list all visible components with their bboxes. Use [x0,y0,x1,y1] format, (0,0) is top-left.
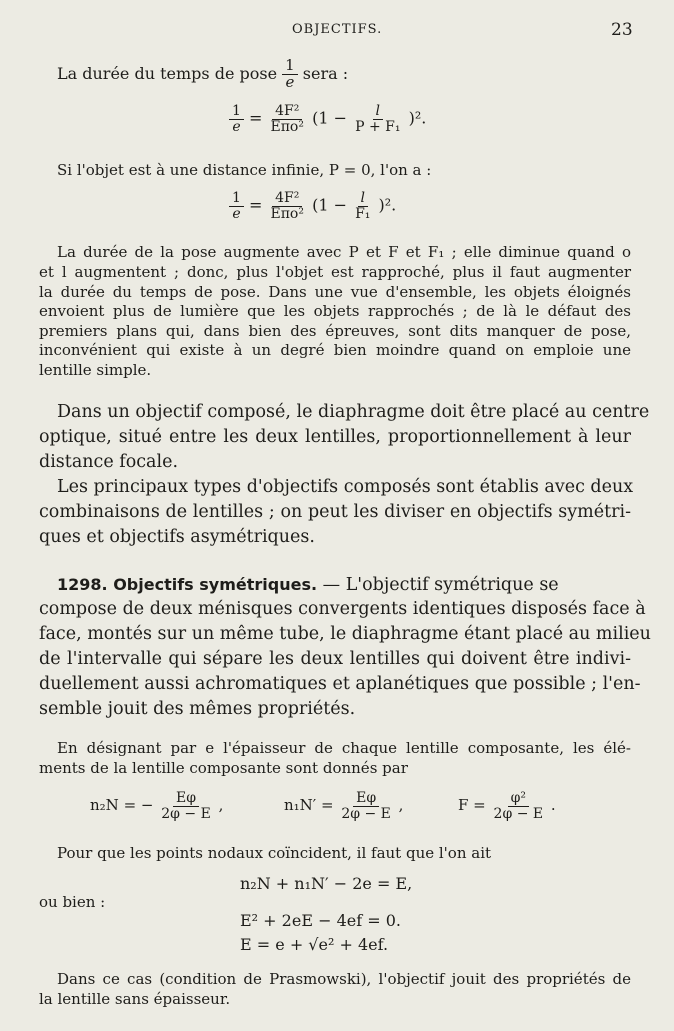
frac-den: Eπo² [270,118,304,135]
text-line: optique, situé entre les deux lentilles, proportionnellement à leur [39,427,631,447]
eq3a-sep: , [218,796,224,815]
text-line: La durée de la pose augmente avec P et F et F₁ ; elle diminue quand o [57,243,631,261]
text-line: distance focale. [39,452,179,472]
eq3c-sep: . [550,796,556,815]
eq3b-lhs: n₁N′ = [284,796,334,815]
eq2-lhs [229,191,244,221]
intro-line [57,58,348,91]
text-line: combinaisons de lentilles ; on peut les diviser en objectifs symétri- [39,502,631,522]
equation-3a [90,791,223,821]
text-ou-bien: ou bien : [39,893,106,911]
section-lead: — L'objectif symétrique se [322,575,559,595]
eq2-paren-close: )². [378,195,397,215]
frac-den: 2φ − E [161,805,211,822]
section-number: 1298. [57,575,108,594]
text-line: duellement aussi achromatiques et aplanétiques que possible ; l'en- [39,674,641,694]
frac-num: Eφ [173,791,199,807]
equation-2 [229,191,396,221]
text-line: Les principaux types d'objectifs composés sont établis avec deux [57,477,634,497]
fraction-numerator: 1 [282,58,298,75]
text-line: inconvénient qui existe à un degré bien moindre quand on emploie une [39,341,631,359]
intro-text-end: sera : [302,63,349,83]
page-header [0,22,674,44]
equation-3c [458,791,556,821]
equation-1 [229,104,426,134]
text-line: ques et objectifs asymétriques. [39,527,315,547]
frac-num: φ² [508,791,529,807]
frac-num: 1 [229,104,244,120]
equation-3b [284,791,403,821]
section-title: Objectifs symétriques. [113,575,318,594]
text-line: lentille simple. [39,361,152,379]
running-title: OBJECTIFS. [292,22,383,37]
eq3c-lhs: F = [458,796,486,815]
equals-sign: = [249,195,263,215]
text-line: et l augmentent ; donc, plus l'objet est rapproché, plus il faut augmenter [39,263,631,281]
frac-den: 2φ − E [493,805,544,822]
frac-num: 1 [229,191,244,207]
eq1-coef [268,104,307,134]
frac-num: 4F² [272,191,302,207]
frac-den: F₁ [355,205,371,222]
text-line: En désignant par e l'épaisseur de chaque lentille composante, les élé- [57,739,631,757]
eq2-coef [268,191,307,221]
frac-num: 4F² [272,104,302,120]
text-infinite-distance: Si l'objet est à une distance infinie, P = 0, l'on a : [57,161,432,179]
frac-den: 2φ − E [341,805,391,822]
frac-num: l [358,191,368,207]
text-line: Dans un objectif composé, le diaphragme doit être placé au centre [57,402,650,422]
text-line: premiers plans qui, dans bien des épreuves, sont dits manquer de pose, [39,322,631,340]
text-line: la durée du temps de pose. Dans une vue d'ensemble, les objets éloignés [39,283,631,301]
equals-sign: = [249,108,263,128]
text-line: semble jouit des mêmes propriétés. [39,699,356,719]
text-line: face, montés sur un même tube, le diaphragme étant placé au milieu [39,624,651,644]
eq3c-frac [491,791,547,821]
text-line: compose de deux ménisques convergents identiques disposés face à [39,599,646,619]
eq3a-frac [158,791,214,821]
equation-5: E² + 2eE − 4ef = 0. [240,911,401,930]
text-line: la lentille sans épaisseur. [39,990,231,1008]
eq1-paren-open: (1 − [312,108,347,128]
intro-fraction [282,58,298,91]
eq2-paren-open: (1 − [312,195,347,215]
frac-den: P + F₁ [355,118,401,135]
text-line: ments de la lentille composante sont donnés par [39,759,408,777]
fraction-denominator: e [285,72,295,91]
eq3b-frac [338,791,394,821]
eq3b-sep: , [398,796,404,815]
eq1-lhs [229,104,244,134]
frac-den: e [232,205,241,222]
equation-6: E = e + √e² + 4ef. [240,935,389,954]
equation-4: n₂N + n₁N′ − 2e = E, [240,874,413,893]
eq1-term [352,104,403,134]
text-line: envoient plus de lumière que les objets rapprochés ; de là le défaut des [39,302,631,320]
text-line: Dans ce cas (condition de Prasmowski), l'objectif jouit des propriétés de [57,970,631,988]
frac-num: Eφ [353,791,379,807]
text-line: de l'intervalle qui sépare les deux lentilles qui doivent être indivi- [39,649,631,669]
frac-den: e [232,118,241,135]
page-number: 23 [611,20,633,40]
eq1-paren-close: )². [408,108,427,128]
section-heading-line [57,572,631,598]
eq2-term [352,191,373,221]
text-nodal-points: Pour que les points nodaux coïncident, il faut que l'on ait [57,844,492,862]
frac-num: l [373,104,383,120]
intro-text: La durée du temps de pose [57,63,278,83]
eq3a-lhs: n₂N = − [90,796,154,815]
frac-den: Eπo² [270,205,304,222]
